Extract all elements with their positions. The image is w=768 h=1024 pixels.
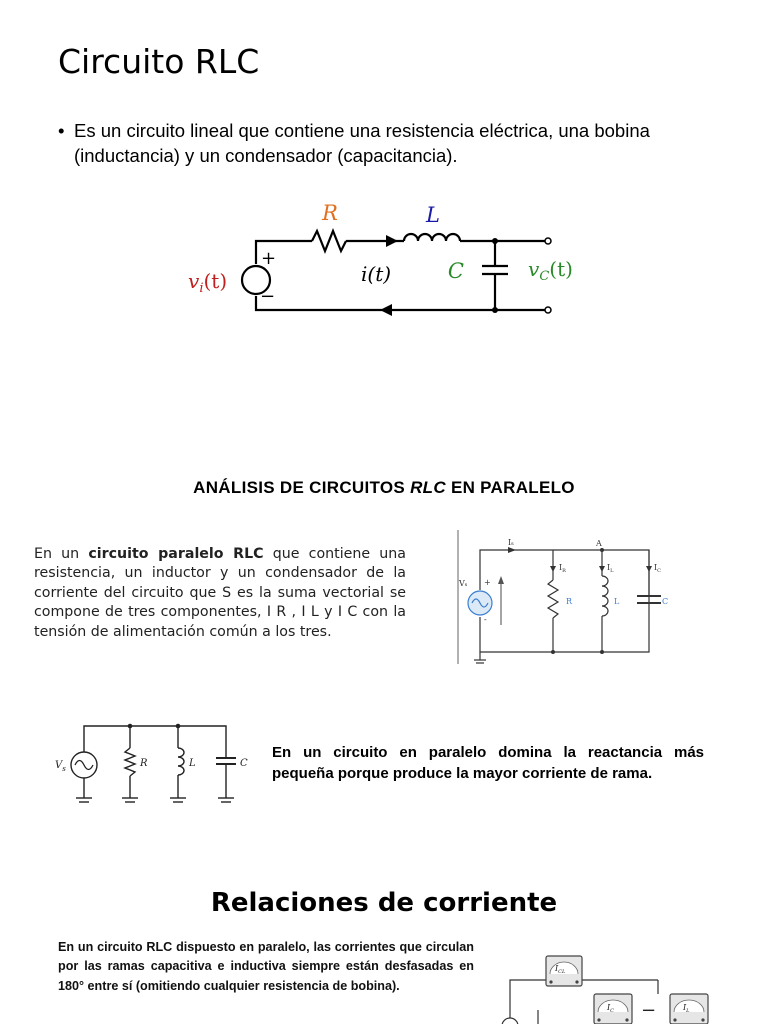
terminal-top [545,238,551,244]
label-source-plus: + [484,578,491,587]
paragraph-reactance: En un circuito en paralelo domina la reactancia más pequeña porque produce la mayor corriente de rama. [272,744,704,782]
series-rlc-circuit-diagram [180,188,600,328]
label-R: R [322,201,338,225]
current-arrow-bottom [380,304,392,316]
ammeter-circuit-diagram [490,950,730,1024]
label-C: C [662,597,669,606]
label-source-minus: - [484,615,487,624]
terminal-bottom [545,307,551,313]
minus-sign: − [641,1000,657,1021]
ammeter-IL [670,994,708,1024]
label-IL: $I_L$ [607,563,614,574]
page-title: Circuito RLC [58,42,260,81]
label-R: R [140,758,148,769]
label-C: C [240,758,248,769]
label-L: L [426,203,440,227]
label-current: i(t) [361,262,392,286]
label-L: L [614,597,620,606]
meter-label-ICL: $I_{CL}$ [555,964,566,975]
paragraph-parallel-intro: En un circuito paralelo RLC que contiene una resistencia, un inductor y un condensador de la corriente del circuito que S es la suma vectorial se compone de tres componentes, I R , I L y I C con la tensión de alimentación común a los tres. [34,546,406,640]
label-minus: − [260,286,276,307]
bullet-marker: • [58,120,65,141]
label-vi: $v_i(t)$ [188,269,228,296]
section-heading: ANÁLISIS DE CIRCUITOS RLC EN PARALELO [193,478,575,497]
label-vc: $v_C(t)$ [528,257,573,284]
heading-current-relations: Relaciones de corriente [210,888,558,918]
current-arrow-top [386,235,398,247]
resistor-symbol [312,231,346,251]
label-C: C [447,259,464,283]
meter-label-IC: $I_C$ [607,1003,614,1014]
paragraph-phase-relation: En un circuito RLC dispuesto en paralelo, las corrientes que circulan por las ramas capacitiva e inductiva siempre están desfasadas en 180° entre sí (omitiendo cualquier resistencia de bobina). [58,940,474,993]
inductor-symbol [404,234,460,241]
label-Is: Iₛ [508,538,514,547]
label-L: L [189,758,196,769]
ammeter-ICL [546,956,582,986]
label-node-A: A [596,539,602,548]
ammeter-IC [594,994,632,1024]
parallel-rlc-diagram-labeled [456,530,672,668]
parallel-rlc-diagram-simple [54,722,254,814]
label-Vs: Vₛ [459,579,468,588]
label-R: R [566,597,573,606]
bullet-text: Es un circuito lineal que contiene una resistencia eléctrica, una bobina (inductancia) y un condensador (capacitancia). [74,120,650,166]
label-plus: + [261,248,277,269]
meter-label-IL: $I_L$ [683,1003,690,1014]
label-IR: $I_R$ [559,563,566,574]
label-IC: $I_C$ [654,563,661,574]
label-Vs: $V_s$ [55,760,66,773]
bullet-point [58,118,738,168]
